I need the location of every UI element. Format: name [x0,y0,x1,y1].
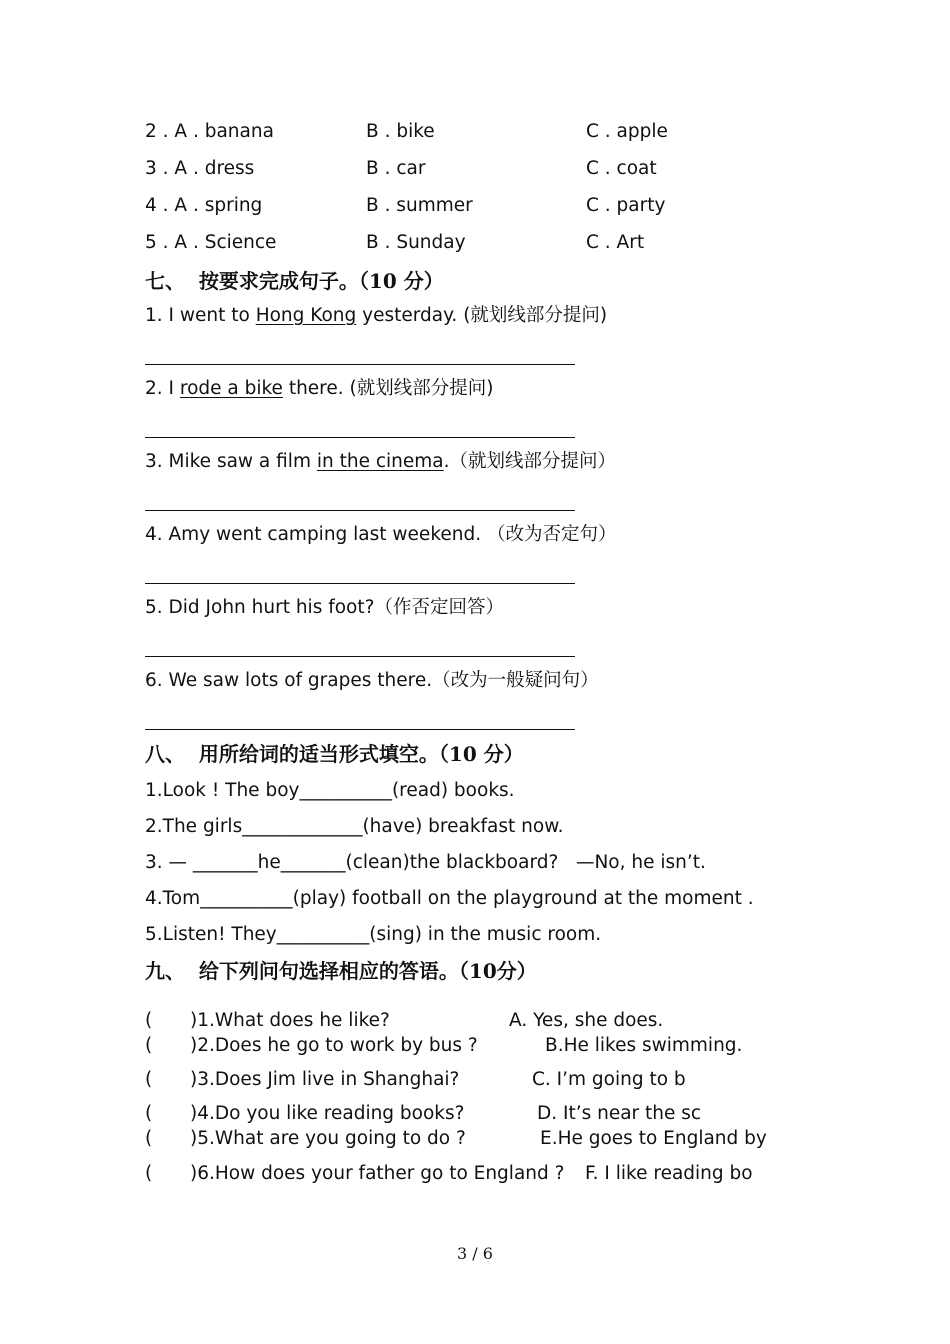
answer-line[interactable] [145,510,575,511]
choice-b: B . bike [366,121,435,142]
page-number: 3 / 6 [457,1244,493,1263]
answer-paren[interactable]: ( [145,1103,153,1124]
underlined-text: in the cinema [316,451,444,472]
choice-a: 4 . A . spring [145,195,263,216]
answer-option: D. It’s near the sc [537,1103,702,1124]
answer-paren[interactable]: ( [145,1035,153,1056]
section-9-title: 九、 给下列问句选择相应的答语。（10分） [145,959,537,983]
answer-line[interactable] [145,729,575,730]
answer-option: B.He likes swimming. [545,1035,743,1056]
item-text: 2. I [145,378,180,399]
answer-line[interactable] [145,437,575,438]
section-8-item-2: 2.The girls_____________(have) breakfast now. [145,816,564,837]
question-text: )5.What are you going to do ? [190,1128,466,1149]
choice-c: C . Art [586,232,645,253]
choice-b: B . summer [366,195,473,216]
choice-c: C . apple [586,121,668,142]
section-8-item-5: 5.Listen! They__________(sing) in the music room. [145,924,602,945]
section-8-title: 八、 用所给词的适当形式填空。（10 分） [145,742,524,766]
choice-c: C . party [586,195,666,216]
answer-option: A. Yes, she does. [509,1010,664,1031]
question-text: )4.Do you like reading books? [190,1103,465,1124]
item-text: 1. I went to [145,305,256,326]
choice-b: B . car [366,158,426,179]
answer-option: F. I like reading bo [585,1163,753,1184]
question-text: )1.What does he like? [190,1010,390,1031]
section-8-item-4: 4.Tom__________(play) football on the playground at the moment . [145,888,754,909]
answer-paren[interactable]: ( [145,1163,153,1184]
answer-line[interactable] [145,583,575,584]
choice-a: 2 . A . banana [145,121,274,142]
underlined-text: Hong Kong [255,305,357,326]
answer-option: C. I’m going to b [532,1069,686,1090]
section-7-item-6: 6. We saw lots of grapes there.（改为一般疑问句） [145,670,599,691]
section-7-item-2 [145,377,493,401]
choice-b: B . Sunday [366,232,466,253]
section-8-item-1: 1.Look ! The boy__________(read) books. [145,780,515,801]
choice-a: 5 . A . Science [145,232,277,253]
answer-option: E.He goes to England by [540,1128,767,1149]
choice-a: 3 . A . dress [145,158,255,179]
question-text: )3.Does Jim live in Shanghai? [190,1069,460,1090]
answer-line[interactable] [145,364,575,365]
answer-line[interactable] [145,656,575,657]
item-text: there. (就划线部分提问) [282,378,494,399]
section-8-item-3: 3. — _______he_______(clean)the blackboard? —No, he isn’t. [145,852,706,873]
item-text: 3. Mike saw a film [145,451,317,472]
section-7-item-1 [145,304,607,328]
choice-c: C . coat [586,158,657,179]
answer-paren[interactable]: ( [145,1069,153,1090]
question-text: )6.How does your father go to England ? [190,1163,565,1184]
section-7-item-3 [145,450,616,474]
answer-paren[interactable]: ( [145,1128,153,1149]
section-7-title: 七、 按要求完成句子。（10 分） [145,269,444,293]
section-7-item-5: 5. Did John hurt his foot?（作否定回答） [145,597,504,618]
question-text: )2.Does he go to work by bus ? [190,1035,478,1056]
section-7-item-4: 4. Amy went camping last weekend. （改为否定句） [145,524,617,545]
underlined-text: rode a bike [179,378,283,399]
item-text: .（就划线部分提问） [443,451,617,472]
answer-paren[interactable]: ( [145,1010,153,1031]
item-text: yesterday. (就划线部分提问) [356,305,608,326]
